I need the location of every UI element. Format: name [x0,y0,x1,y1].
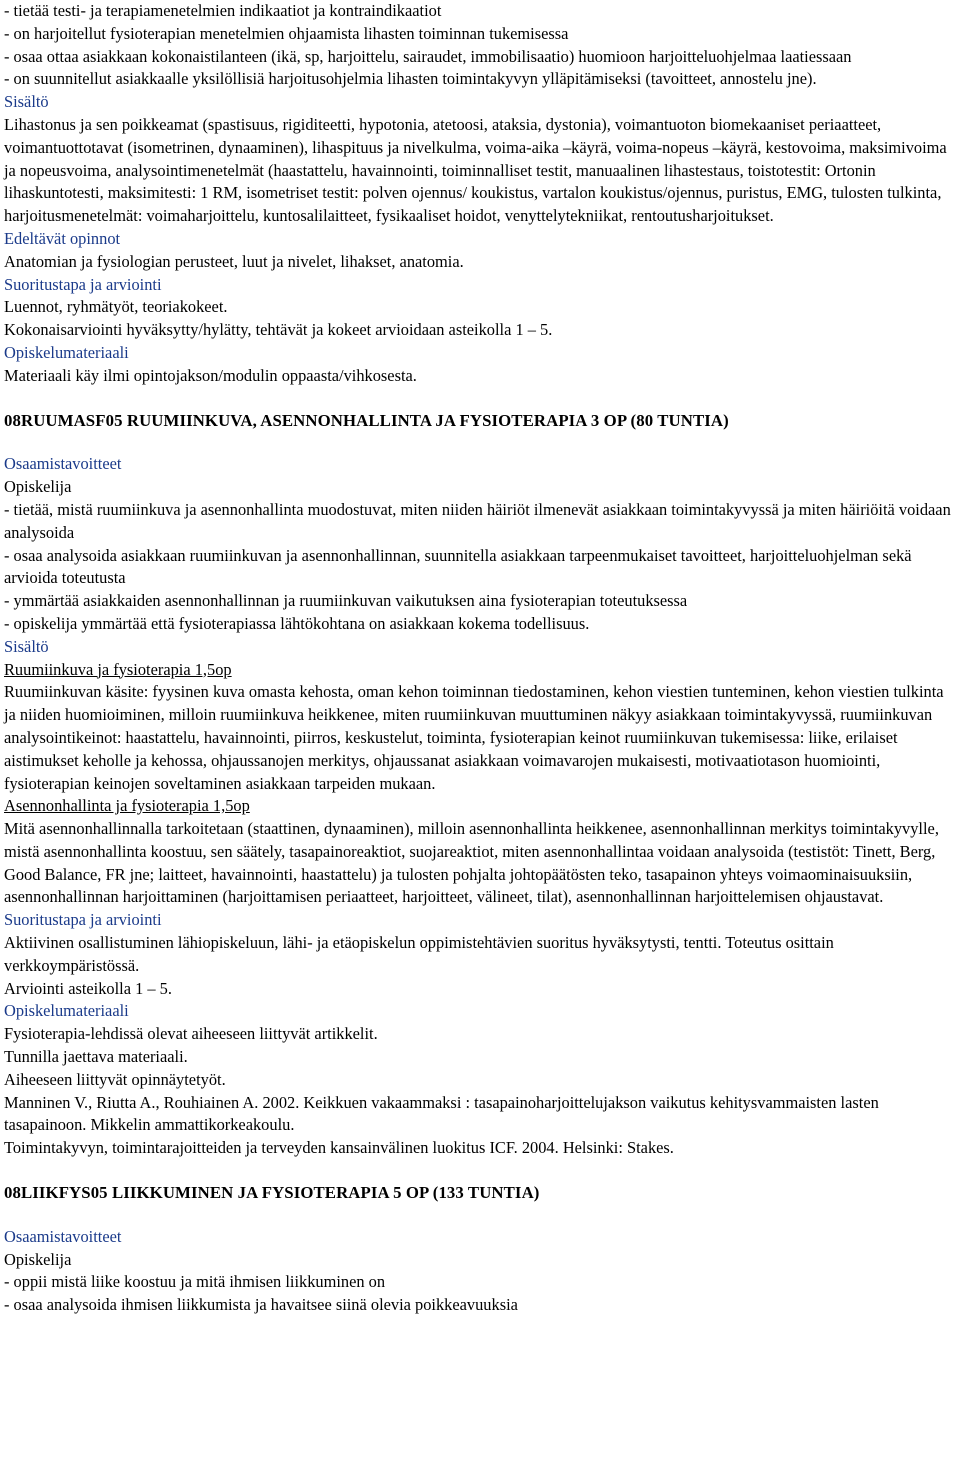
assessment-line: Kokonaisarviointi hyväksytty/hylätty, tehtävät ja kokeet arvioidaan asteikolla 1 – 5. [4,320,553,340]
content-heading: Sisältö [4,92,49,112]
assessment-heading: Suoritustapa ja arviointi [4,274,162,294]
assessment-line: Luennot, ryhmätyöt, teoriakokeet. [4,297,228,317]
material-line: Aiheeseen liittyvät opinnäytetyöt. [4,1069,226,1089]
course-title: 08LIIKFYS05 LIIKKUMINEN JA FYSIOTERAPIA 5 OP (133 TUNTIA) [4,1183,540,1203]
student-label: Opiskelija [4,477,72,497]
assessment-line: Arviointi asteikolla 1 – 5. [4,978,172,998]
objective-line: - tietää, mistä ruumiinkuva ja asennonhallinta muodostuvat, miten niiden häiriöt ilmenevät asiakkaan toimintakyvyssä ja miten häiriöitä voidaan analysoida [4,499,951,542]
prerequisites-heading: Edeltävät opinnot [4,228,121,248]
materials-text: Materiaali käy ilmi opintojakson/modulin oppaasta/vihkosesta. [4,365,417,385]
objective-line: - osaa analysoida asiakkaan ruumiinkuvan ja asennonhallinnan, suunnitella asiakkaan tarpeenmukaiset tavoitteet, harjoitteluohjelman sekä arvioida toteutusta [4,545,912,588]
materials-heading: Opiskelumateriaali [4,1001,129,1021]
content-text: Lihastonus ja sen poikkeamat (spastisuus, rigiditeetti, hypotonia, atetoosi, ataksia, dystonia), voimantuoton biomekaaniset periaatteet, voimantuottotavat (isometrinen, dynaaminen), lihaspituus ja nivelkulma, voima-aika –käyrä, voima-nopeus –käyrä, kestovoima, maksimivoima ja nopeusvoima, analysointimenetelmät (haastattelu, havainnointi, toiminnalliset testit, manuaalinen lihastestaus, toistotestit: Ortonin lihaskuntotesti, maksimitesti: 1 RM, isometriset testit: polven ojennus/ koukistus, vartalon koukistus/ojennus, puristus, EMG, tulosten tulkinta, harjoitusmenetelmät: voimaharjoittelu, kuntosalilaitteet, fysikaaliset hoidot, venyttelytekniikat, rentoutusharjoitukset. [4,114,947,226]
assessment-line: Aktiivinen osallistuminen lähiopiskeluun, lähi- ja etäopiskelun oppimistehtävien suoritus hyväksytysti, tentti. Toteutus osittain verkkoympäristössä. [4,933,834,975]
objective-line: - osaa analysoida ihmisen liikkumista ja havaitsee siinä olevia poikkeavuuksia [4,1295,518,1315]
material-line: Toimintakyvyn, toimintarajoitteiden ja terveyden kansainvälinen luokitus ICF. 2004. Helsinki: Stakes. [4,1138,674,1158]
subsection-title: Asennonhallinta ja fysioterapia 1,5op [4,796,250,816]
material-line: Fysioterapia-lehdissä olevat aiheeseen liittyvät artikkelit. [4,1024,378,1044]
subsection-text: Ruumiinkuvan käsite: fyysinen kuva omasta kehosta, oman kehon toiminnan tiedostaminen, kehon viestien tunteminen, kehon viestien tulkinta ja niiden huomioiminen, milloin ruumiinkuva heikkenee, miten ruumiinkuvan muuttuminen näkyy asiakkaan toimintakyvyssä, ruumiinkuvan analysointikeinot: haastattelu, havainnointi, piirros, keskustelut, toiminta, fysioterapian keinot ruumiinkuvan tukemisessa: liike, erilaiset aistimukset keholle ja kehossa, ohjaussanojen merkitys, ohjaussanat asiakkaan voimavarojen mukaisesti, motivaatiotason huomiointi, fysioterapian keinojen soveltaminen asiakkaan tarpeiden mukaan. [4,682,944,793]
subsection-text: Mitä asennonhallinnalla tarkoitetaan (staattinen, dynaaminen), milloin asennonhallinta heikkenee, asennonhallinnan merkitys toimintakyvylle, mistä asennonhallinta koostuu, sen säätely, tasapainoreaktiot, suojareaktiot, miten asennonhallintaa voidaan analysoida (testistöt: Tinett, Berg, Good Balance, FR jne; laitteet, havainnointi, haastattelu) ja tulosten pohjalta johtopäätösten teko, tasapainon yhteys voimaominaisuuksiin, asennonhallinnan harjoittaminen (harjoittamisen periaatteet, harjoitteet, välineet, tilat), asennonhallinnan harjoittelemisen ohjaustavat. [4,819,939,907]
objective-line: - ymmärtää asiakkaiden asennonhallinnan ja ruumiinkuvan vaikutuksen aina fysioterapian toteutuksessa [4,591,688,611]
course-title: 08RUUMASF05 RUUMIINKUVA, ASENNONHALLINTA JA FYSIOTERAPIA 3 OP (80 TUNTIA) [4,410,729,430]
objective-line: - on harjoitellut fysioterapian menetelmien ohjaamista lihasten toiminnan tukemisessa [4,23,569,43]
objectives-heading: Osaamistavoitteet [4,1226,122,1246]
material-line: Manninen V., Riutta A., Rouhiainen A. 2002. Keikkuen vakaammaksi : tasapainoharjoittelujakson vaikutus kehitysvammaisten lasten tasapainoon. Mikkelin ammattikorkeakoulu. [4,1092,879,1135]
student-label: Opiskelija [4,1249,72,1269]
objective-line: - on suunnitellut asiakkaalle yksilöllisiä harjoitusohjelmia lihasten toimintakyvyn ylläpitämiseksi (tavoitteet, annostelu jne). [4,69,817,89]
objective-line: - tietää testi- ja terapiamenetelmien indikaatiot ja kontraindikaatiot [4,1,442,20]
objective-line: - osaa ottaa asiakkaan kokonaistilanteen (ikä, sp, harjoittelu, sairaudet, immobilisaatio) huomioon harjoitteluohjelmaa laatiessaan [4,46,852,66]
prev-objectives [4,0,956,91]
prerequisites-text: Anatomian ja fysiologian perusteet, luut ja nivelet, lihakset, anatomia. [4,251,464,271]
objectives-heading: Osaamistavoitteet [4,454,122,474]
materials-heading: Opiskelumateriaali [4,342,129,362]
assessment-heading: Suoritustapa ja arviointi [4,910,162,930]
material-line: Tunnilla jaettava materiaali. [4,1047,188,1067]
content-heading: Sisältö [4,636,49,656]
objective-line: - opiskelija ymmärtää että fysioterapiassa lähtökohtana on asiakkaan kokema todellisuus. [4,613,590,633]
subsection-title: Ruumiinkuva ja fysioterapia 1,5op [4,659,232,679]
objective-line: - oppii mistä liike koostuu ja mitä ihmisen liikkuminen on [4,1272,386,1292]
